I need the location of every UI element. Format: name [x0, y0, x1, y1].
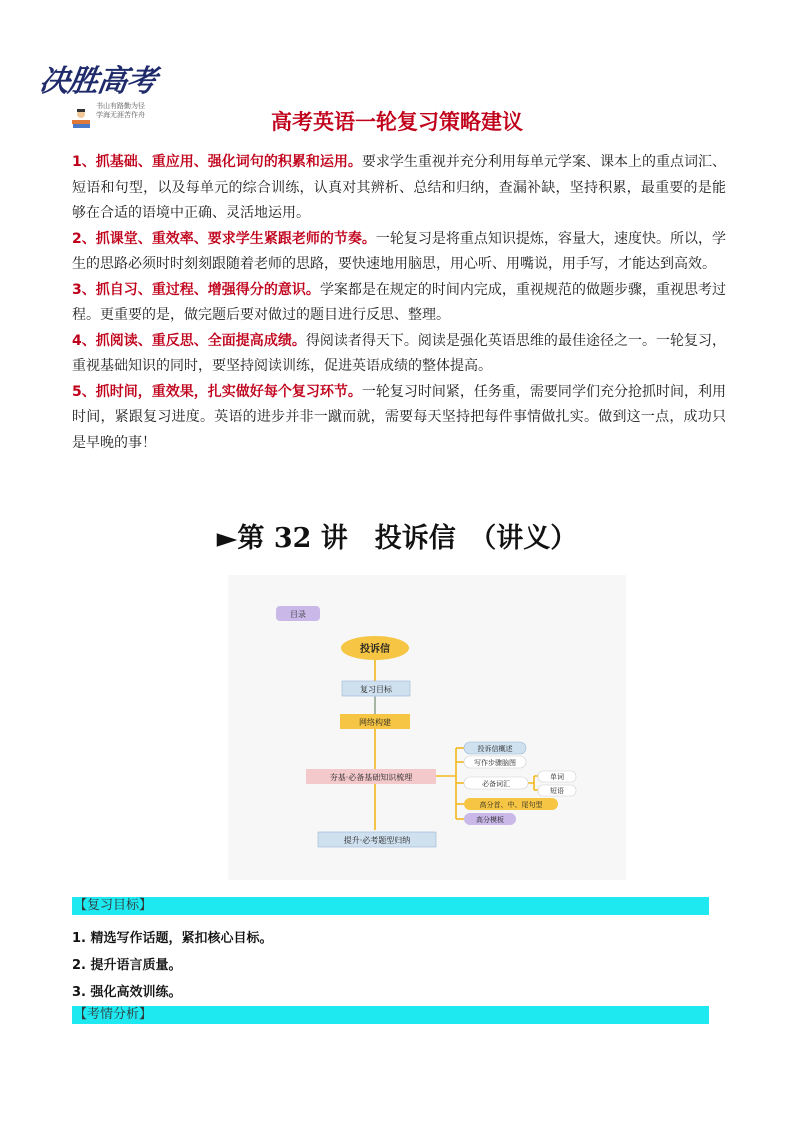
sentences-label: 高分首、中、尾句型: [479, 801, 543, 809]
strategy-paragraph: 4、抓阅读、重反思、全面提高成绩。得阅读者得天下。阅读是强化英语思维的最佳途径之一。一轮复习，重视基础知识的同时，要坚持阅读训练，促进英语成绩的整体提高。: [72, 332, 726, 374]
section-bar-review-goals: 【复习目标】: [72, 897, 709, 915]
words-label: 单词: [550, 773, 564, 781]
goal-item: 1. 精选写作话题，紧扣核心目标。: [72, 931, 273, 946]
document-title: 高考英语一轮复习策略建议: [271, 110, 523, 134]
strategy-paragraphs: [72, 150, 726, 456]
template-label: 高分模板: [476, 816, 504, 824]
root-label: 投诉信: [360, 644, 390, 655]
goal-item: 3. 强化高效训练。: [72, 985, 182, 1000]
advance-label: 提升·必考题型归纳: [343, 836, 411, 845]
review-goals-label: 复习目标: [360, 685, 392, 694]
logo-title: 决胜高考: [37, 64, 158, 99]
strategy-paragraph: 3、抓自习、重过程、增强得分的意识。学案都是在规定的时间内完成，重视规范的做题步骤，重视思考过程。更重要的是，做完题后要对做过的题目进行反思、整理。: [72, 281, 726, 323]
phrases-label: 短语: [550, 787, 564, 795]
goal-item: 2. 提升语言质量。: [72, 958, 182, 973]
mind-map: [228, 575, 626, 880]
network-label: 网络构建: [359, 718, 391, 727]
mind-map-diagram: [228, 575, 626, 880]
lecture-title: ►第 32 讲 投诉信 （讲义）: [216, 523, 578, 554]
foundation-label: 夯基·必备基础知识梳理: [329, 773, 413, 782]
strategy-paragraph: 2、抓课堂、重效率、要求学生紧跟老师的节奏。一轮复习是将重点知识提炼，容量大，速度快。所以，学生的思路必须时时刻刻跟随着老师的思路，要快速地用脑思，用心听、用嘴说，用手写，才能达到高效。: [72, 230, 727, 272]
strategy-paragraph: 1、抓基础、重应用、强化词句的积累和运用。要求学生重视并充分利用每单元学案、课本上的重点词汇、短语和句型，以及每单元的综合训练，认真对其辨析、总结和归纳，查漏补缺，坚持积累，最重要的是能够在合适的语境中正确、灵活地运用。: [72, 154, 726, 221]
strategy-paragraph: 5、抓时间，重效果，扎实做好每个复习环节。一轮复习时间紧，任务重，需要同学们充分抢抓时间，利用时间，紧跟复习进度。英语的进步并非一蹴而就，需要每天坚持把每件事情做扎实。做到这一点，成功只是早晚的事！: [72, 383, 726, 451]
vocab-label: 必备词汇: [482, 780, 510, 788]
section-bar-exam-analysis: 【考情分析】: [72, 1006, 709, 1024]
overview-label: 投诉信概述: [477, 745, 513, 753]
mulu-label: 目录: [290, 610, 306, 619]
logo-subtitle: 书山有路勤为径 学海无涯苦作舟: [96, 102, 145, 119]
steps-label: 写作步骤脑图: [474, 759, 516, 767]
